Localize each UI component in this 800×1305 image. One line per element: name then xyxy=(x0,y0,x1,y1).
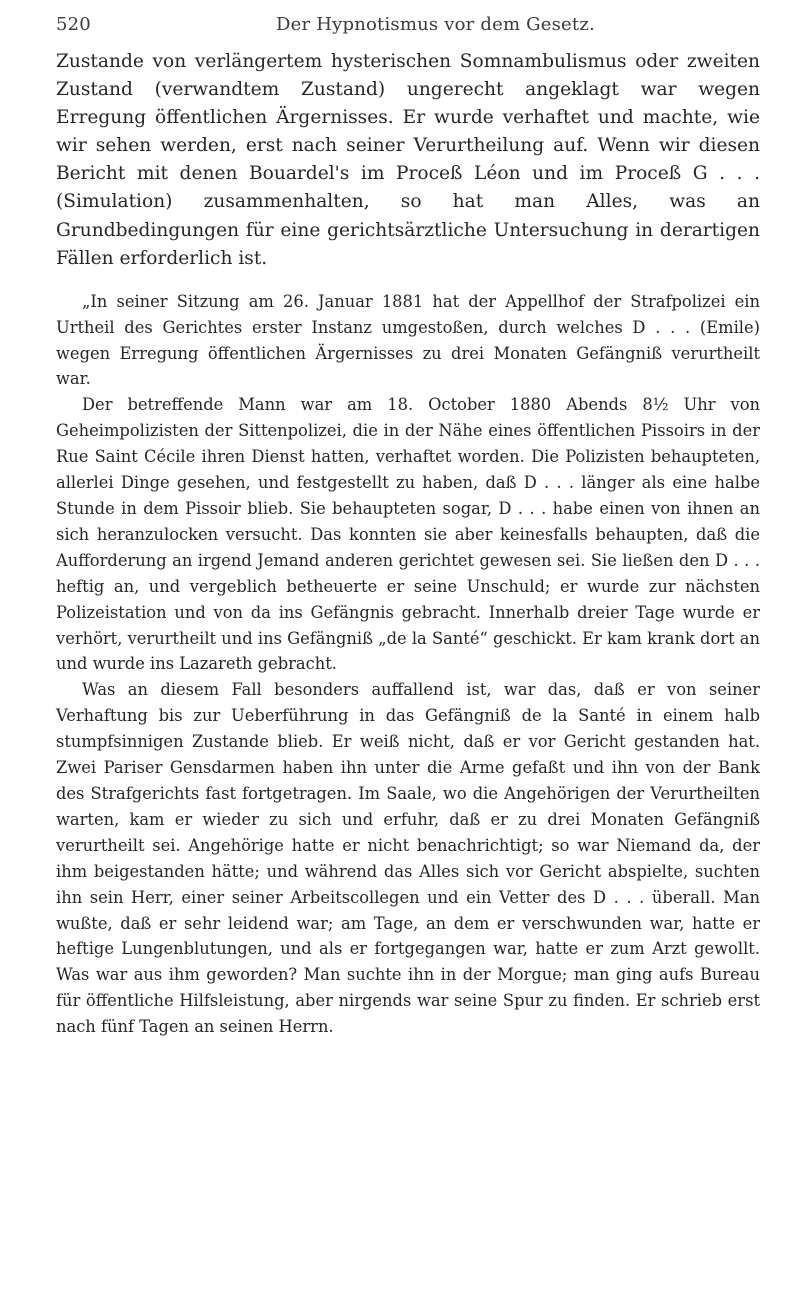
paragraph-stupor: Was an diesem Fall besonders auffallend ist, war das, daß er von seiner Verhaftung bis zur Ueberführung in das Gefängniß de la Santé in einem halb stumpfsinnigen Zustande blieb. Er weiß nicht, daß er vor Gericht gestanden hat. Zwei Pariser Gensdarmen haben ihn unter die Arme gefaßt und ihn von der Bank des Strafgerichts fast fortgetragen. Im Saale, wo die Angehörigen der Verurtheilten warten, kam er wieder zu sich und erfuhr, daß er zu drei Monaten Gefängniß verurtheilt sei. Angehörige hatte er nicht benachrichtigt; so war Niemand da, der ihm beigestanden hätte; und während das Alles sich vor Gericht abspielte, suchten ihn sein Herr, einer seiner Arbeitscollegen und ein Vetter des D . . . überall. Man wußte, daß er sehr leidend war; am Tage, an dem er verschwunden war, hatte er heftige Lungenblutungen, und als er fortgegangen war, hatte er zum Arzt gewollt. Was war aus ihm geworden? Man suchte ihn in der Morgue; man ging aufs Bureau für öffentliche Hilfsleistung, aber nirgends war seine Spur zu finden. Er schrieb erst nach fünf Tagen an seinen Herrn. xyxy=(56,680,760,1037)
paragraph-court-session: „In seiner Sitzung am 26. Januar 1881 hat der Appellhof der Strafpolizei ein Urtheil des Gerichtes erster Instanz umgestoßen, durch welches D . . . (Emile) wegen Erregung öffentlichen Ärgernisses zu drei Monaten Gefängniß verurtheilt war. xyxy=(56,291,760,389)
paragraph-arrest: Der betreffende Mann war am 18. October 1880 Abends 8½ Uhr von Geheimpolizisten der Sittenpolizei, die in der Nähe eines öffentlichen Pissoirs in der Rue Saint Cécile ihren Dienst hatten, verhaftet worden. Die Polizisten behaupteten, allerlei Dinge gesehen, und festgestellt zu haben, daß D . . . länger als eine halbe Stunde in dem Pissoir blieb. Sie behaupteten sogar, D . . . habe einen von ihnen an sich heranzulocken versucht. Das konnten sie aber keinesfalls behaupten, daß die Aufforderung an irgend Jemand anderen gerichtet gewesen sei. Sie ließen den D . . . heftig an, und vergeblich betheuerte er seine Unschuld; er wurde zur nächsten Polizeistation und von da ins Gefängnis gebracht. Innerhalb dreier Tage wurde er verhört, verurtheilt und ins Gefängniß „de la Santé“ geschickt. Er kam krank dort an und wurde ins Lazareth gebracht. xyxy=(56,395,760,674)
running-title: Der Hypnotismus vor dem Gesetz. xyxy=(276,14,595,35)
paragraph-intro: Zustande von verlängertem hysterischen Somnambulismus oder zweiten Zustand (verwandtem Zustand) ungerecht angeklagt war wegen Erregung öffentlichen Ärgernisses. Er wurde verhaftet und machte, wie wir sehen werden, erst nach seiner Verurtheilung auf. Wenn wir diesen Bericht mit denen Bouardel's im Proceß Léon und im Proceß G . . . (Simulation) zusammenhalten, so hat man Alles, was an Grundbedingungen für eine gerichtsärztliche Untersuchung in derartigen Fällen erforderlich ist. xyxy=(56,51,760,269)
running-head xyxy=(56,14,760,44)
page-number: 520 xyxy=(56,14,91,35)
